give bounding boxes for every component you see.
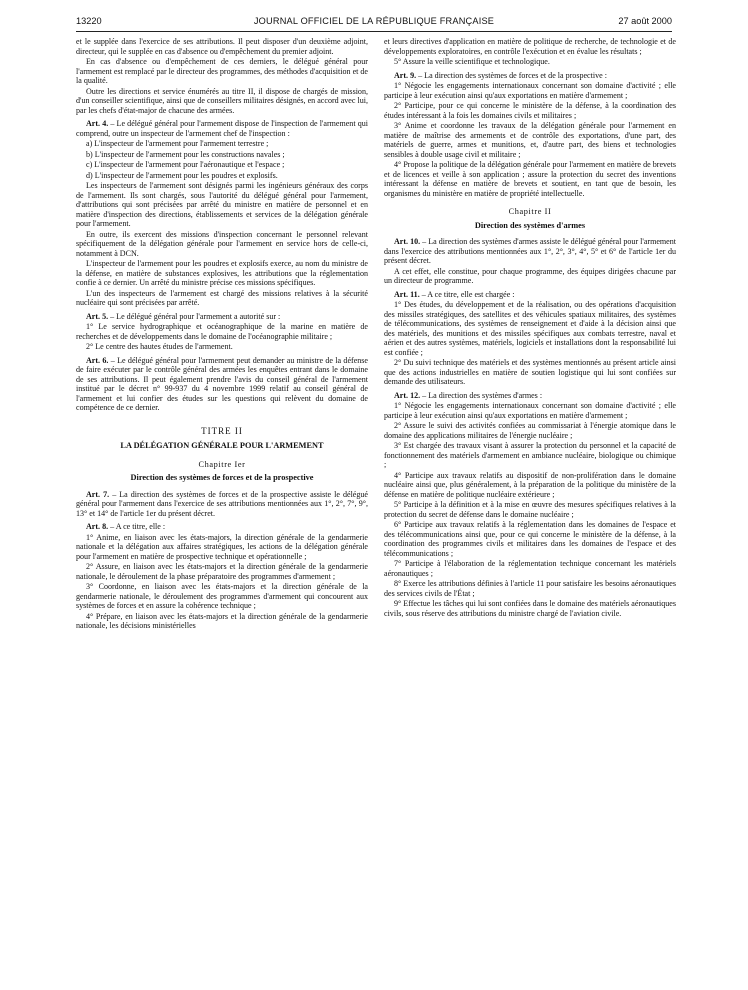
paragraph: En outre, ils exercent des missions d'inspection concernant le personnel relevant spécifiquement de la délégation générale pour l'armement en service hors de celle-ci, notamment à DCN. xyxy=(76,229,368,258)
list-item: 1° Le service hydrographique et océanographique de la marine en matière de recherches et de développements dans le domaine de l'océanographie militaire ; xyxy=(76,322,368,341)
chapter-title: Direction des systèmes d'armes xyxy=(474,220,586,230)
journal-title: JOURNAL OFFICIEL DE LA RÉPUBLIQUE FRANÇAISE xyxy=(253,16,495,26)
page-header xyxy=(76,16,672,32)
chapter-heading: Chapitre Ier xyxy=(198,459,246,469)
list-item: 1° Des études, du développement et de la réalisation, ou des opérations d'acquisition des missiles stratégiques, des satellites et des véhicules spatiaux militaires, des systèmes de télécommunications, des systèmes de renseignement et d'aide à la décision ainsi que des matériels, des munitions et des missiles spécifiques aux combats terrestre, naval et aérien et des autres systèmes, matériels, logiciels et installations dont la responsabilité lui est confiée ; xyxy=(384,300,676,357)
list-item: 3° Est chargée des travaux visant à assurer la protection du personnel et la capacité de fonctionnement des matériels d'armement en ambiance nucléaire, biologique ou chimique ; xyxy=(384,441,676,469)
article-label: Art. 10. xyxy=(394,237,421,246)
article-12 xyxy=(384,391,676,401)
right-column xyxy=(384,37,676,619)
list-item: 6° Participe aux travaux relatifs à la réglementation dans les domaines de l'espace et des télécommunications ainsi que, pour ce qui concerne le ministère de la défense, à la coordination des programmes civils et militaires dans les domaines de l'espace et des télécommunications ; xyxy=(384,520,676,558)
list-item: 1° Négocie les engagements internationaux concernant son domaine d'activité ; elle participe à leur exécution ainsi qu'aux exportations en matière d'armement ; xyxy=(384,401,676,420)
list-item: b) L'inspecteur de l'armement pour les constructions navales ; xyxy=(86,149,285,159)
list-item: 2° Assure, en liaison avec les états-majors et la direction générale de la gendarmerie nationale, le déroulement de la phase préparatoire des programmes d'armement ; xyxy=(76,562,368,581)
list-item: 2° Le centre des hautes études de l'armement. xyxy=(86,342,233,351)
list-item: 1° Anime, en liaison avec les états-majors, la direction générale de la gendarmerie nationale et la délégation aux affaires stratégiques, les actions de la délégation générale pour l'armement en matière de prospective technique et opérationnelle ; xyxy=(76,532,368,561)
list-item: a) L'inspecteur de l'armement pour l'armement terrestre ; xyxy=(86,139,269,148)
article-10 xyxy=(384,237,676,266)
article-label: Art. 12. xyxy=(394,390,421,400)
article-9 xyxy=(384,71,676,81)
paragraph: L'un des inspecteurs de l'armement est chargé des missions relatives à la sécurité nucléaire qui sont précisées par arrêté. xyxy=(76,288,368,307)
article-label: Art. 11. xyxy=(394,289,420,299)
paragraph: Les inspecteurs de l'armement sont désignés parmi les ingénieurs généraux des corps de l'armement. Ils sont chargés, sous l'autorité du délégué général pour l'armement, d'attributions qui sont précisées par arrêté du ministre en matière de personnel et en matière d'inspection des directions, établissements et services de la délégation générale pour l'armement. xyxy=(76,181,368,228)
list-item: 2° Du suivi technique des matériels et des systèmes mentionnés au présent article ainsi que des actions industrielles en matière de soutien logistique qui lui sont confiées sur demande des utilisateurs. xyxy=(384,358,676,386)
article-text: – Le délégué général pour l'armement a autorité sur : xyxy=(108,311,281,321)
list-item: 3° Coordonne, en liaison avec les états-majors et la direction générale de la gendarmerie nationale, le déroulement des programmes d'armement qui concourent aux systèmes de forces et en assure la cohérence technique ; xyxy=(76,582,368,610)
chapter-heading: Chapitre II xyxy=(508,207,552,216)
article-7 xyxy=(76,490,368,519)
article-label: Art. 7. xyxy=(86,489,110,499)
list-item: 1° Négocie les engagements internationaux concernant son domaine d'activité ; elle participe à leur exécution ainsi qu'aux exportations en matière d'armement ; xyxy=(384,81,676,100)
header-rule xyxy=(76,31,672,32)
article-text: – Le délégué général pour l'armement peut demander au ministre de la défense de faire exécuter par le contrôle général des armées les enquêtes entrant dans le domaine de ses attributions. Il peut également prendre l'avis du conseil général de l'armement institué par le décret n° 99-937 du 4 novembre 1999 relatif au conseil général de l'armement et lui confier des études sur les questions qui relèvent du domaine de compétence de ce dernier. xyxy=(76,355,368,412)
list-item: 2° Participe, pour ce qui concerne le ministère de la défense, à la coordination des études intéressant à la fois les domaines civils et militaires ; xyxy=(384,101,676,120)
article-label: Art. 5. xyxy=(86,311,109,321)
article-text: – La direction des systèmes de forces et de la prospective : xyxy=(416,70,607,80)
article-6 xyxy=(76,356,368,413)
list-item: 4° Participe aux travaux relatifs au dispositif de non-prolifération dans le domaine nucléaire ainsi que, plus généralement, à la préparation de la politique du ministère de la défense en matière de politique nucléaire extérieure ; xyxy=(384,470,676,499)
paragraph: A cet effet, elle constitue, pour chaque programme, des équipes dirigées chacune par un directeur de programme. xyxy=(384,266,676,285)
paragraph: et le supplée dans l'exercice de ses attributions. Il peut disposer d'un deuxième adjoint, directeur, qui le supplée en cas d'absence ou d'empêchement du premier adjoint. xyxy=(76,37,368,56)
list-item: 4° Propose la politique de la délégation générale pour l'armement en matière de brevets et de licences et veille à son application ; assure la protection du secret des inventions intéressant la défense en matière de brevets et soutient, en tant que de besoin, les organismes du ministère en matière de propriété intellectuelle. xyxy=(384,160,676,198)
list-item: c) L'inspecteur de l'armement pour l'aéronautique et l'espace ; xyxy=(86,160,285,169)
article-text: – A ce titre, elle : xyxy=(108,522,166,531)
article-8 xyxy=(76,522,368,532)
list-item: 3° Anime et coordonne les travaux de la délégation générale pour l'armement en matière de maîtrise des armements et de contrôle des exportations, d'une part, des matériels de guerre, armes et munitions, et, d'autre part, des biens et technologies sensibles à double usage civil et militaire ; xyxy=(384,121,676,159)
article-text: – La direction des systèmes d'armes assiste le délégué général pour l'armement dans l'exercice des attributions mentionnées aux 1°, 2°, 3°, 4°, 5° et 6° de l'article 1er du présent décret. xyxy=(384,237,676,265)
page-number: 13220 xyxy=(76,16,102,26)
list-item: 5° Participe à la définition et à la mise en œuvre des mesures spécifiques relatives à la protection du secret de défense dans le domaine nucléaire ; xyxy=(384,500,676,519)
article-label: Art. 8. xyxy=(86,522,109,531)
titre-heading: TITRE II xyxy=(201,425,243,436)
article-text: – A ce titre, elle est chargée : xyxy=(419,289,515,299)
article-text: – La direction des systèmes de forces et de la prospective assiste le délégué général pour l'armement dans l'exercice de ses attributions mentionnées aux 1°, 2°, 7°, 9°, 13° et 14° de l'article 1er du présent décret. xyxy=(76,489,368,518)
list-item: 2° Assure le suivi des activités confiées au commissariat à l'énergie atomique dans le domaine des applications militaires de l'énergie nucléaire ; xyxy=(384,421,676,440)
list-item: 7° Participe à l'élaboration de la réglementation technique concernant les matériels aéronautiques ; xyxy=(384,559,676,578)
left-column xyxy=(76,37,368,632)
list-item: 4° Prépare, en liaison avec les états-majors et la direction générale de la gendarmerie nationale, les décisions ministérielles xyxy=(76,611,368,630)
paragraph: et leurs directives d'application en matière de politique de recherche, de technologie et de développements exploratoires, en contrôle l'exécution et en évalue les résultats ; xyxy=(384,37,676,56)
list-item: d) L'inspecteur de l'armement pour les poudres et explosifs. xyxy=(86,170,278,180)
article-label: Art. 6. xyxy=(86,355,109,365)
article-text: – La direction des systèmes d'armes : xyxy=(420,390,543,400)
article-text: – Le délégué général pour l'armement dispose de l'inspection de l'armement qui comprend, outre un inspecteur de l'armement chef de l'inspection : xyxy=(76,119,368,138)
titre-title: LA DÉLÉGATION GÉNÉRALE POUR L'ARMEMENT xyxy=(120,441,324,450)
list-item: 8° Exerce les attributions définies à l'article 11 pour satisfaire les besoins aéronautiques des services civils de l'État ; xyxy=(384,579,676,598)
article-11 xyxy=(384,290,676,300)
publication-date: 27 août 2000 xyxy=(618,16,672,26)
list-item: 9° Effectue les tâches qui lui sont confiées dans le domaine des matériels aéronautiques civils, sous réserve des attributions du ministre chargé de l'aviation civile. xyxy=(384,599,676,618)
article-label: Art. 4. xyxy=(86,119,109,128)
list-item: 5° Assure la veille scientifique et technologique. xyxy=(394,57,550,66)
article-4 xyxy=(76,119,368,138)
paragraph: En cas d'absence ou d'empêchement de ces derniers, le délégué général pour l'armement est remplacé par le directeur des programmes, des méthodes d'acquisition et de la qualité. xyxy=(76,57,368,85)
paragraph: Outre les directions et service énumérés au titre II, il dispose de chargés de mission, d'un conseiller scientifique, ainsi que de conseillers militaires désignés, en accord avec lui, par les chefs d'état-major de chacune des armées. xyxy=(76,86,368,115)
article-label: Art. 9. xyxy=(394,70,417,80)
chapter-title: Direction des systèmes de forces et de la prospective xyxy=(130,473,314,482)
paragraph: L'inspecteur de l'armement pour les poudres et explosifs exerce, au nom du ministre de la défense, en matière de substances explosives, les attributions que la réglementation confie à ce dernier. Un arrêté du ministre précise ces missions spécifiques. xyxy=(76,259,368,287)
article-5 xyxy=(76,312,368,322)
